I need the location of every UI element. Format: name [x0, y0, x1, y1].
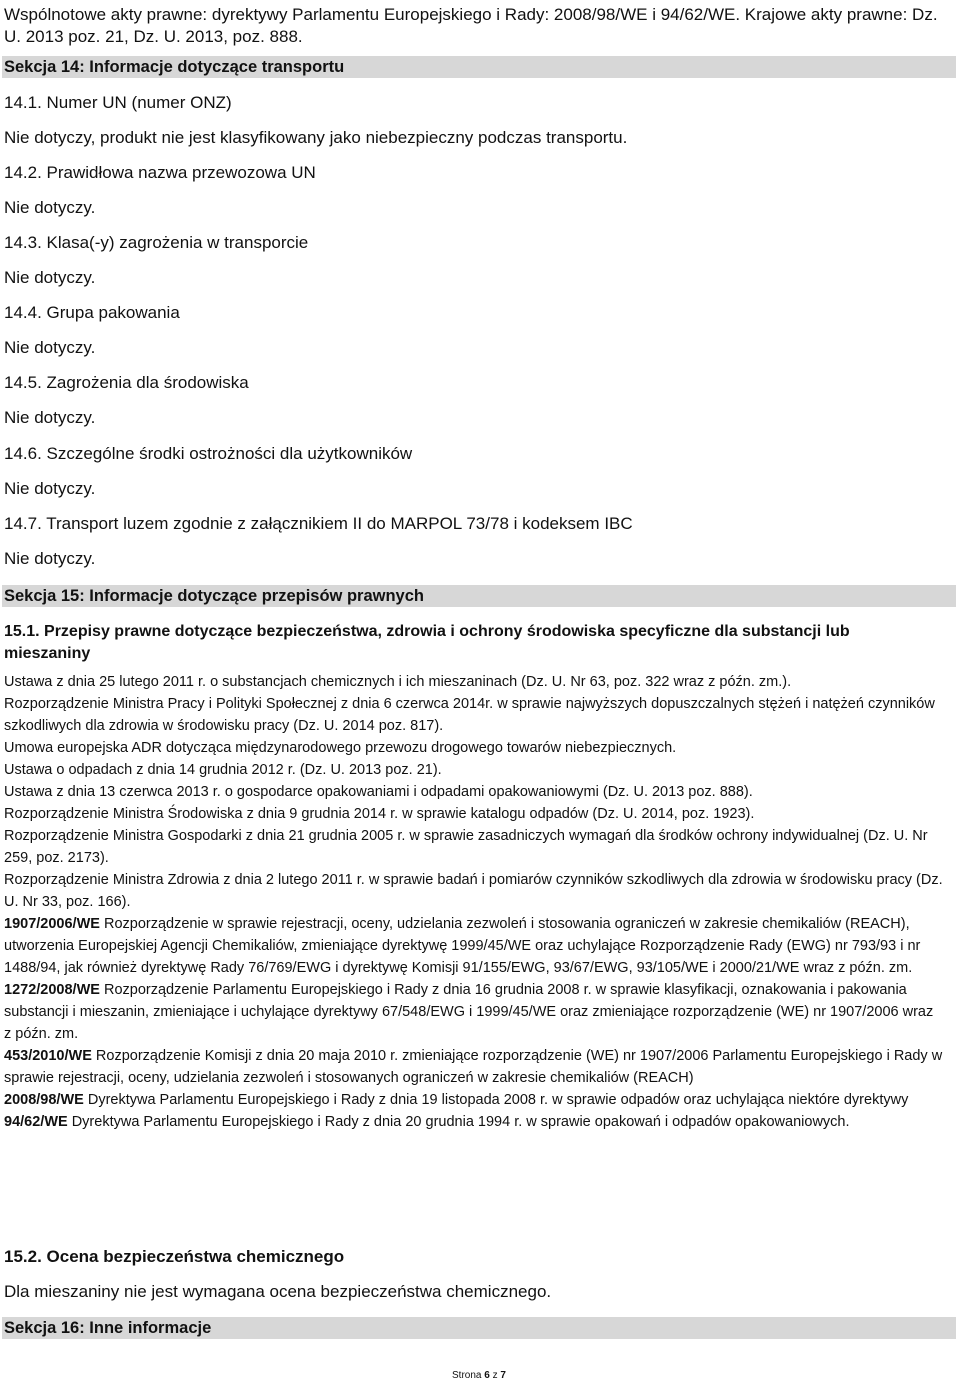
heading-14-1: 14.1. Numer UN (numer ONZ)	[4, 93, 232, 112]
text-14-4: Nie dotyczy.	[4, 338, 96, 357]
eu-regulation-text: Rozporządzenie Parlamentu Europejskiego i Rady z dnia 16 grudnia 2008 r. w sprawie klasyfikacji, oznakowania i pakowania substancji i mieszanin, zmieniające i uchylające dyrektywy 67/548/EWG i 1999/45/WE oraz zmieniające rozporządzenie (WE) nr 1907/2006 wraz z późn. zm.	[4, 982, 934, 1042]
page-footer	[452, 1370, 506, 1382]
text-14-6: Nie dotyczy.	[4, 479, 96, 498]
footer-page-total: 7	[500, 1370, 506, 1381]
eu-regulation-item	[4, 1111, 944, 1133]
text-14-3: Nie dotyczy.	[4, 268, 96, 287]
regulation-item: Rozporządzenie Ministra Środowiska z dnia 9 grudnia 2014 r. w sprawie katalogu odpadów (Dz. U. 2014, poz. 1923).	[4, 806, 755, 822]
eu-regulation-text: Dyrektywa Parlamentu Europejskiego i Rady z dnia 20 grudnia 1994 r. w sprawie opakowań i odpadów opakowaniowych.	[67, 1114, 850, 1130]
heading-14-6: 14.6. Szczególne środki ostrożności dla użytkowników	[4, 444, 413, 463]
eu-regulation-item	[4, 913, 944, 979]
regulation-item: Umowa europejska ADR dotycząca międzynarodowego przewozu drogowego towarów niebezpiecznych.	[4, 740, 677, 756]
eu-regulation-text: Dyrektywa Parlamentu Europejskiego i Rady z dnia 19 listopada 2008 r. w sprawie odpadów oraz uchylająca niektóre dyrektywy	[83, 1092, 909, 1108]
heading-14-3: 14.3. Klasa(-y) zagrożenia w transporcie	[4, 233, 309, 252]
eu-regulation-code: 1272/2008/WE	[4, 982, 100, 998]
heading-14-4: 14.4. Grupa pakowania	[4, 303, 180, 322]
eu-regulation-item	[4, 1089, 944, 1111]
heading-14-2: 14.2. Prawidłowa nazwa przewozowa UN	[4, 163, 316, 182]
eu-regulation-item	[4, 979, 944, 1045]
heading-14-7: 14.7. Transport luzem zgodnie z załącznikiem II do MARPOL 73/78 i kodeksem IBC	[4, 514, 633, 533]
eu-regulation-code: 1907/2006/WE	[4, 916, 100, 932]
regulation-item: Rozporządzenie Ministra Gospodarki z dnia 21 grudnia 2005 r. w sprawie zasadniczych wymagań dla środków ochrony indywidualnej (Dz. U. Nr 259, poz. 2173).	[4, 828, 928, 866]
text-14-7: Nie dotyczy.	[4, 549, 96, 568]
footer-prefix: Strona	[452, 1370, 485, 1381]
section-16-header: Sekcja 16: Inne informacje	[2, 1317, 956, 1339]
eu-regulation-code: 2008/98/WE	[4, 1092, 84, 1108]
regulation-item: Ustawa z dnia 13 czerwca 2013 r. o gospodarce opakowaniami i odpadami opakowaniowymi (Dz. U. 2013 poz. 888).	[4, 784, 753, 800]
eu-regulation-text: Rozporządzenie w sprawie rejestracji, oceny, udzielania zezwoleń i stosowania ograniczeń w zakresie chemikaliów (REACH), utworzenia Europejskiej Agencji Chemikaliów, zmieniające dyrektywę 1999/45/WE oraz uchylające Rozporządzenie Rady (EWG) nr 793/93 i nr 1488/94, jak również dyrektywę Rady 76/769/EWG i dyrektywę Komisji 91/155/EWG, 93/67/EWG, 93/105/WE i 2000/21/WE wraz z późn. zm.	[4, 916, 921, 976]
footer-page-number: 6	[484, 1370, 490, 1381]
eu-regulation-item	[4, 1045, 944, 1089]
footer-sep: z	[489, 1370, 501, 1381]
text-15-2: Dla mieszaniny nie jest wymagana ocena bezpieczeństwa chemicznego.	[4, 1282, 552, 1301]
eu-regulation-code: 94/62/WE	[4, 1114, 68, 1130]
regulation-item: Ustawa z dnia 25 lutego 2011 r. o substancjach chemicznych i ich mieszaninach (Dz. U. Nr 63, poz. 322 wraz z późn. zm.).	[4, 674, 792, 690]
regulations-list	[4, 671, 944, 1133]
regulation-item: Rozporządzenie Ministra Zdrowia z dnia 2 lutego 2011 r. w sprawie badań i pomiarów czynników szkodliwych dla zdrowia w środowisku pracy (Dz. U. Nr 33, poz. 166).	[4, 872, 943, 910]
intro-text: Wspólnotowe akty prawne: dyrektywy Parlamentu Europejskiego i Rady: 2008/98/WE i 94/62/WE. Krajowe akty prawne: Dz. U. 2013 poz. 21, Dz. U. 2013, poz. 888.	[4, 5, 938, 46]
regulation-item: Rozporządzenie Ministra Pracy i Polityki Społecznej z dnia 6 czerwca 2014r. w sprawie najwyższych dopuszczalnych stężeń i natężeń czynników szkodliwych dla zdrowia w środowisku pracy (Dz. U. 2014 poz. 817).	[4, 696, 935, 734]
regulation-item: Ustawa o odpadach z dnia 14 grudnia 2012 r. (Dz. U. 2013 poz. 21).	[4, 762, 442, 778]
heading-14-5: 14.5. Zagrożenia dla środowiska	[4, 373, 249, 392]
heading-15-2: 15.2. Ocena bezpieczeństwa chemicznego	[4, 1247, 345, 1266]
text-14-1: Nie dotyczy, produkt nie jest klasyfikowany jako niebezpieczny podczas transportu.	[4, 128, 628, 147]
text-14-5: Nie dotyczy.	[4, 408, 96, 427]
section-15-header: Sekcja 15: Informacje dotyczące przepisów prawnych	[2, 585, 956, 607]
section-14-header: Sekcja 14: Informacje dotyczące transportu	[2, 56, 956, 78]
eu-regulation-code: 453/2010/WE	[4, 1048, 92, 1064]
text-14-2: Nie dotyczy.	[4, 198, 96, 217]
eu-regulation-text: Rozporządzenie Komisji z dnia 20 maja 2010 r. zmieniające rozporządzenie (WE) nr 1907/2006 Parlamentu Europejskiego i Rady w sprawie rejestracji, oceny, udzielania zezwoleń i stosowanych ograniczeń w zakresie chemikaliów (REACH)	[4, 1048, 943, 1086]
heading-15-1: 15.1. Przepisy prawne dotyczące bezpieczeństwa, zdrowia i ochrony środowiska specyficzne dla substancji lub mieszaniny	[4, 623, 850, 662]
